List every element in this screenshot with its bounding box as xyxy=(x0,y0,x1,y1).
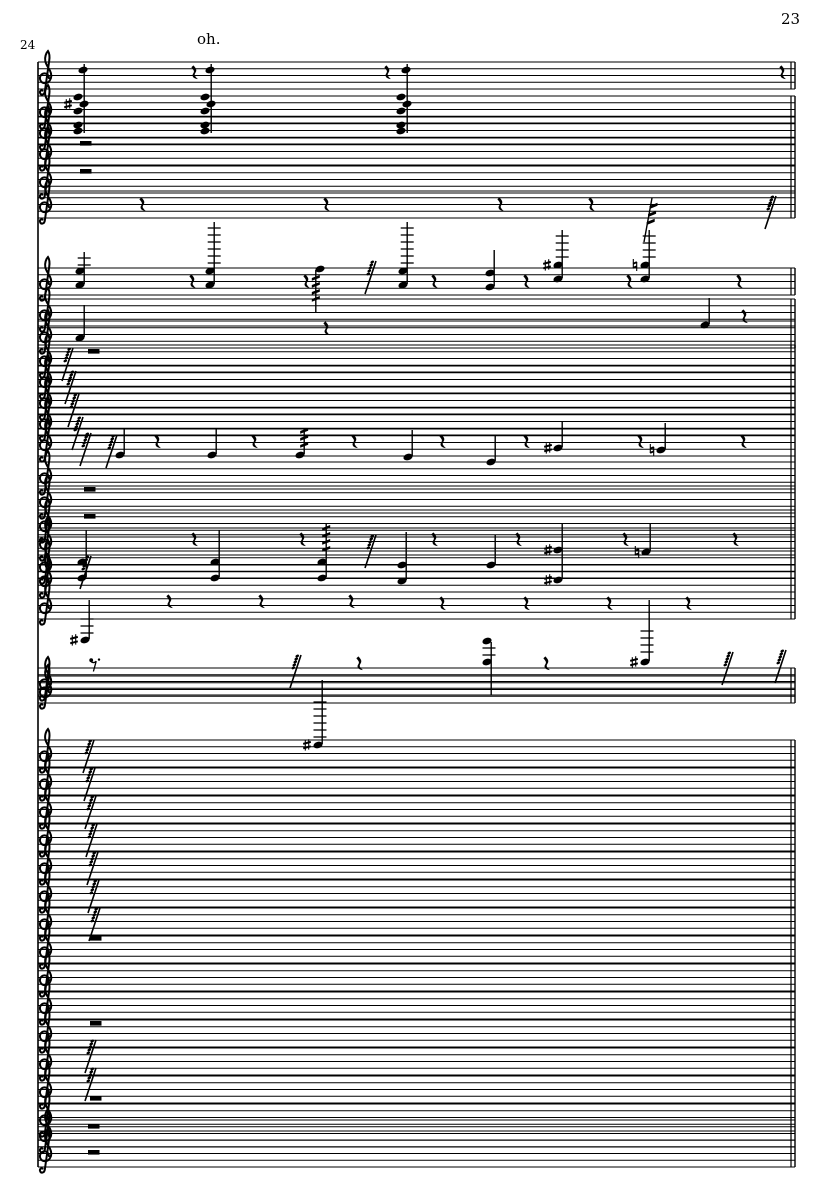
eighth-rest xyxy=(89,658,100,671)
page-number: 23 xyxy=(781,10,801,28)
note xyxy=(115,428,126,459)
staff xyxy=(38,191,795,218)
quarter-rest xyxy=(741,435,746,447)
tremolo-cluster xyxy=(365,260,376,294)
staff xyxy=(38,796,795,823)
quarter-rest xyxy=(352,435,357,447)
staff xyxy=(38,462,795,489)
chord xyxy=(200,64,217,135)
quarter-rest xyxy=(440,435,445,447)
chord xyxy=(77,530,88,582)
staff xyxy=(38,408,795,435)
staff xyxy=(38,366,795,393)
staff xyxy=(38,852,795,879)
staff xyxy=(38,676,795,703)
chord xyxy=(486,535,497,569)
chord xyxy=(485,250,496,291)
sharp-icon xyxy=(544,544,552,555)
sharp-icon xyxy=(70,634,78,645)
chord xyxy=(543,230,569,283)
staff xyxy=(38,964,795,991)
staff xyxy=(38,1076,795,1103)
quarter-rest xyxy=(638,435,643,447)
whole-rest xyxy=(84,487,96,492)
sharp-icon xyxy=(630,656,638,667)
note xyxy=(295,428,309,459)
note xyxy=(486,435,497,466)
whole-rest xyxy=(90,936,102,941)
staff xyxy=(38,592,795,619)
quarter-rest xyxy=(192,66,197,78)
sharp-icon xyxy=(544,574,552,585)
staff xyxy=(38,429,795,456)
staff xyxy=(38,96,795,123)
staff xyxy=(38,138,795,165)
lyric-text: oh. xyxy=(197,30,221,48)
chord xyxy=(630,600,653,668)
staff xyxy=(38,740,795,767)
staff xyxy=(38,992,795,1019)
whole-rest xyxy=(80,141,92,146)
whole-rest xyxy=(84,514,96,519)
measure-number: 24 xyxy=(20,38,36,52)
staff xyxy=(38,345,795,372)
quarter-rest xyxy=(155,435,160,447)
staff xyxy=(38,768,795,795)
note xyxy=(544,421,563,454)
chord xyxy=(397,532,408,585)
staff xyxy=(38,510,795,537)
staff xyxy=(38,299,795,326)
natural-icon xyxy=(650,444,654,456)
quarter-rest xyxy=(252,435,257,447)
sharp-icon xyxy=(303,739,311,750)
staff xyxy=(38,565,795,592)
staff xyxy=(38,936,795,963)
sharp-icon xyxy=(543,259,551,270)
whole-rest xyxy=(88,1150,100,1155)
barlines xyxy=(38,62,795,1167)
staff xyxy=(38,268,795,295)
tremolo-cluster xyxy=(765,195,776,229)
sharp-icon xyxy=(64,98,72,109)
quarter-rest xyxy=(780,66,785,78)
chord xyxy=(210,530,221,582)
r-chords xyxy=(482,600,654,695)
chord xyxy=(398,222,414,289)
staff xyxy=(38,824,795,851)
chord xyxy=(317,524,331,582)
note xyxy=(70,600,93,646)
staff xyxy=(38,1140,795,1167)
whole-rest xyxy=(80,169,92,174)
chord xyxy=(64,64,89,135)
treble-clef-icon xyxy=(40,581,51,625)
note xyxy=(700,298,711,329)
tremolo-cluster xyxy=(106,434,117,468)
chord xyxy=(482,637,496,695)
staff xyxy=(38,1020,795,1047)
whole-rest xyxy=(90,1021,102,1026)
clusters xyxy=(62,195,786,1101)
staff xyxy=(38,880,795,907)
note xyxy=(75,305,86,342)
staff xyxy=(38,166,795,193)
whole-rest xyxy=(88,1124,100,1129)
staff xyxy=(38,387,795,414)
staves xyxy=(38,62,795,1167)
staff xyxy=(38,908,795,935)
staff xyxy=(38,1048,795,1075)
clefs xyxy=(40,51,51,1173)
note xyxy=(207,428,218,459)
sharp-icon xyxy=(544,442,552,453)
staff xyxy=(38,668,795,695)
chord xyxy=(75,252,91,289)
whole-rest xyxy=(88,349,100,354)
top-chords xyxy=(64,64,412,135)
natural-icon xyxy=(633,259,637,271)
quarter-rest xyxy=(385,66,390,78)
staff xyxy=(38,117,795,144)
staff xyxy=(38,62,795,89)
staff xyxy=(38,486,795,513)
tremolo-cluster xyxy=(775,649,786,683)
whole-rest xyxy=(90,1096,102,1101)
quarter-rest xyxy=(524,435,529,447)
chord xyxy=(396,64,413,135)
chord xyxy=(205,222,221,289)
staff xyxy=(38,321,795,348)
